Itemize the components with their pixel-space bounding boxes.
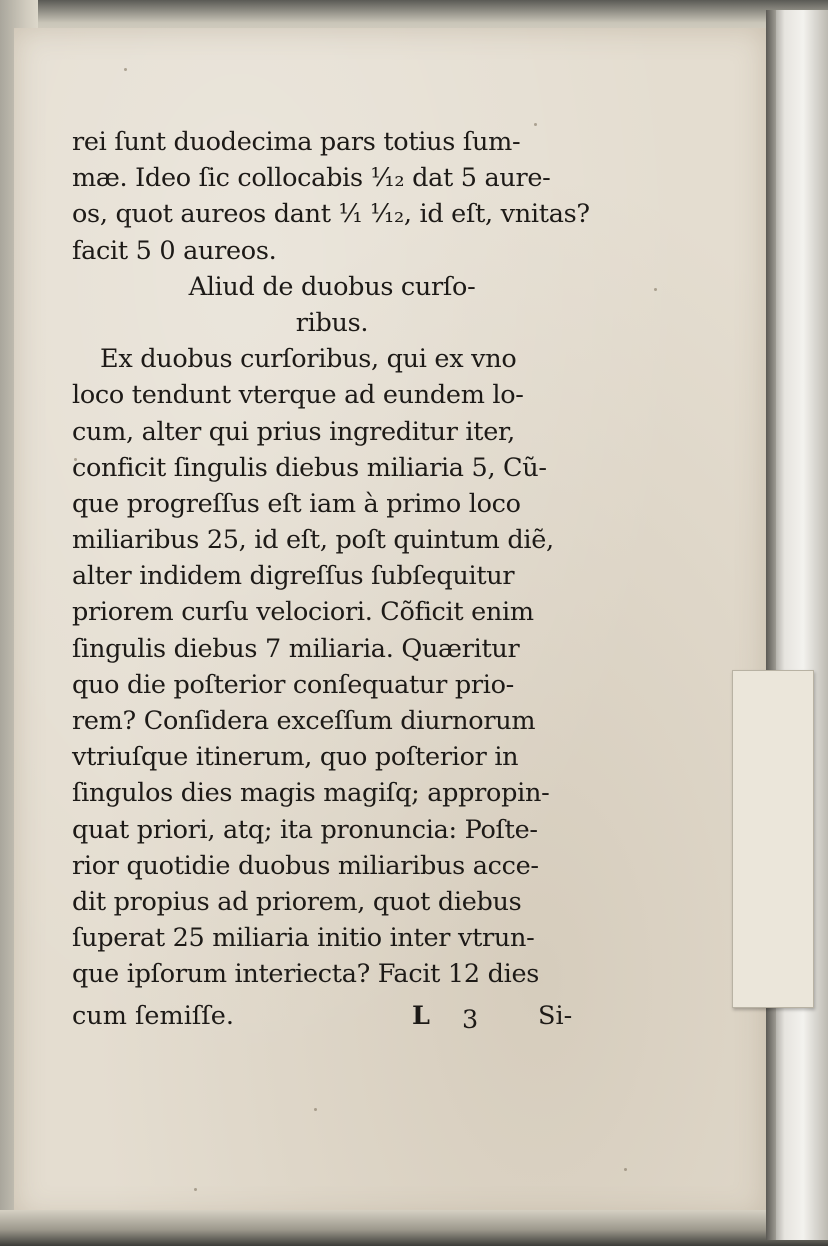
text-line: priorem curſu velociori. Cõficit enim — [72, 597, 534, 628]
section-heading-line: ribus. — [295, 307, 369, 338]
footer-line — [72, 998, 592, 1034]
paper-slip — [732, 670, 814, 1008]
text-line: rem? Conſidera exceſſum diurnorum — [72, 706, 536, 736]
paper-speck — [314, 1108, 317, 1111]
paper-speck — [124, 68, 127, 71]
text-line: facit 5 0 aureos. — [72, 235, 277, 266]
last-line: cum ſemiſſe. — [72, 1001, 234, 1031]
text-line: rei ſunt duodecima pars totius ſum- — [72, 127, 521, 157]
text-line: alter indidem digreſſus ſubſequitur — [72, 561, 515, 592]
text-line: ſuperat 25 miliaria initio inter vtrun- — [72, 923, 535, 954]
text-line: vtriuſque itinerum, quo poſterior in — [72, 742, 519, 773]
cover-fold — [766, 10, 776, 1240]
text-line: quo die poſterior conſequatur prio- — [72, 669, 514, 700]
text-line: ſingulos dies magis magiſq; appropin- — [72, 778, 550, 809]
text-line: Ex duobus curſoribus, qui ex vno — [100, 344, 517, 375]
text-block — [72, 124, 592, 993]
paper-speck — [194, 1188, 197, 1191]
signature-mark: L — [412, 1001, 430, 1031]
catchword: Si- — [538, 1001, 573, 1031]
text-line: quat priori, atq; ita pronuncia: Poſte- — [72, 814, 538, 845]
signature-number: 3 — [462, 1005, 479, 1035]
paper-speck — [624, 1168, 627, 1171]
text-line: miliaribus 25, id eſt, poſt quintum diẽ, — [72, 525, 554, 556]
text-line: loco tendunt vterque ad eundem lo- — [72, 380, 524, 411]
text-line: que ipſorum interiecta? Facit 12 dies — [72, 959, 540, 990]
text-line: conficit ſingulis diebus miliaria 5, Cũ- — [72, 452, 547, 483]
text-line: mæ. Ideo ſic collocabis ¹⁄₁₂ dat 5 aure- — [72, 163, 551, 194]
text-line: rior quotidie duobus miliaribus acce- — [72, 850, 539, 881]
text-line: dit propius ad priorem, quot diebus — [72, 886, 522, 917]
paper-speck — [654, 288, 657, 291]
text-line: os, quot aureos dant ¹⁄₁ ¹⁄₁₂, id eſt, vnitas? — [72, 199, 590, 230]
text-line: ſingulis diebus 7 miliaria. Quæritur — [72, 633, 520, 664]
text-line: que progreſſus eſt iam à primo loco — [72, 488, 521, 519]
text-line: cum, alter qui prius ingreditur iter, — [72, 416, 515, 447]
section-heading-line: Aliud de duobus curſo- — [188, 271, 476, 302]
vellum-cover — [766, 10, 828, 1240]
bottom-page-edge — [0, 1210, 828, 1246]
